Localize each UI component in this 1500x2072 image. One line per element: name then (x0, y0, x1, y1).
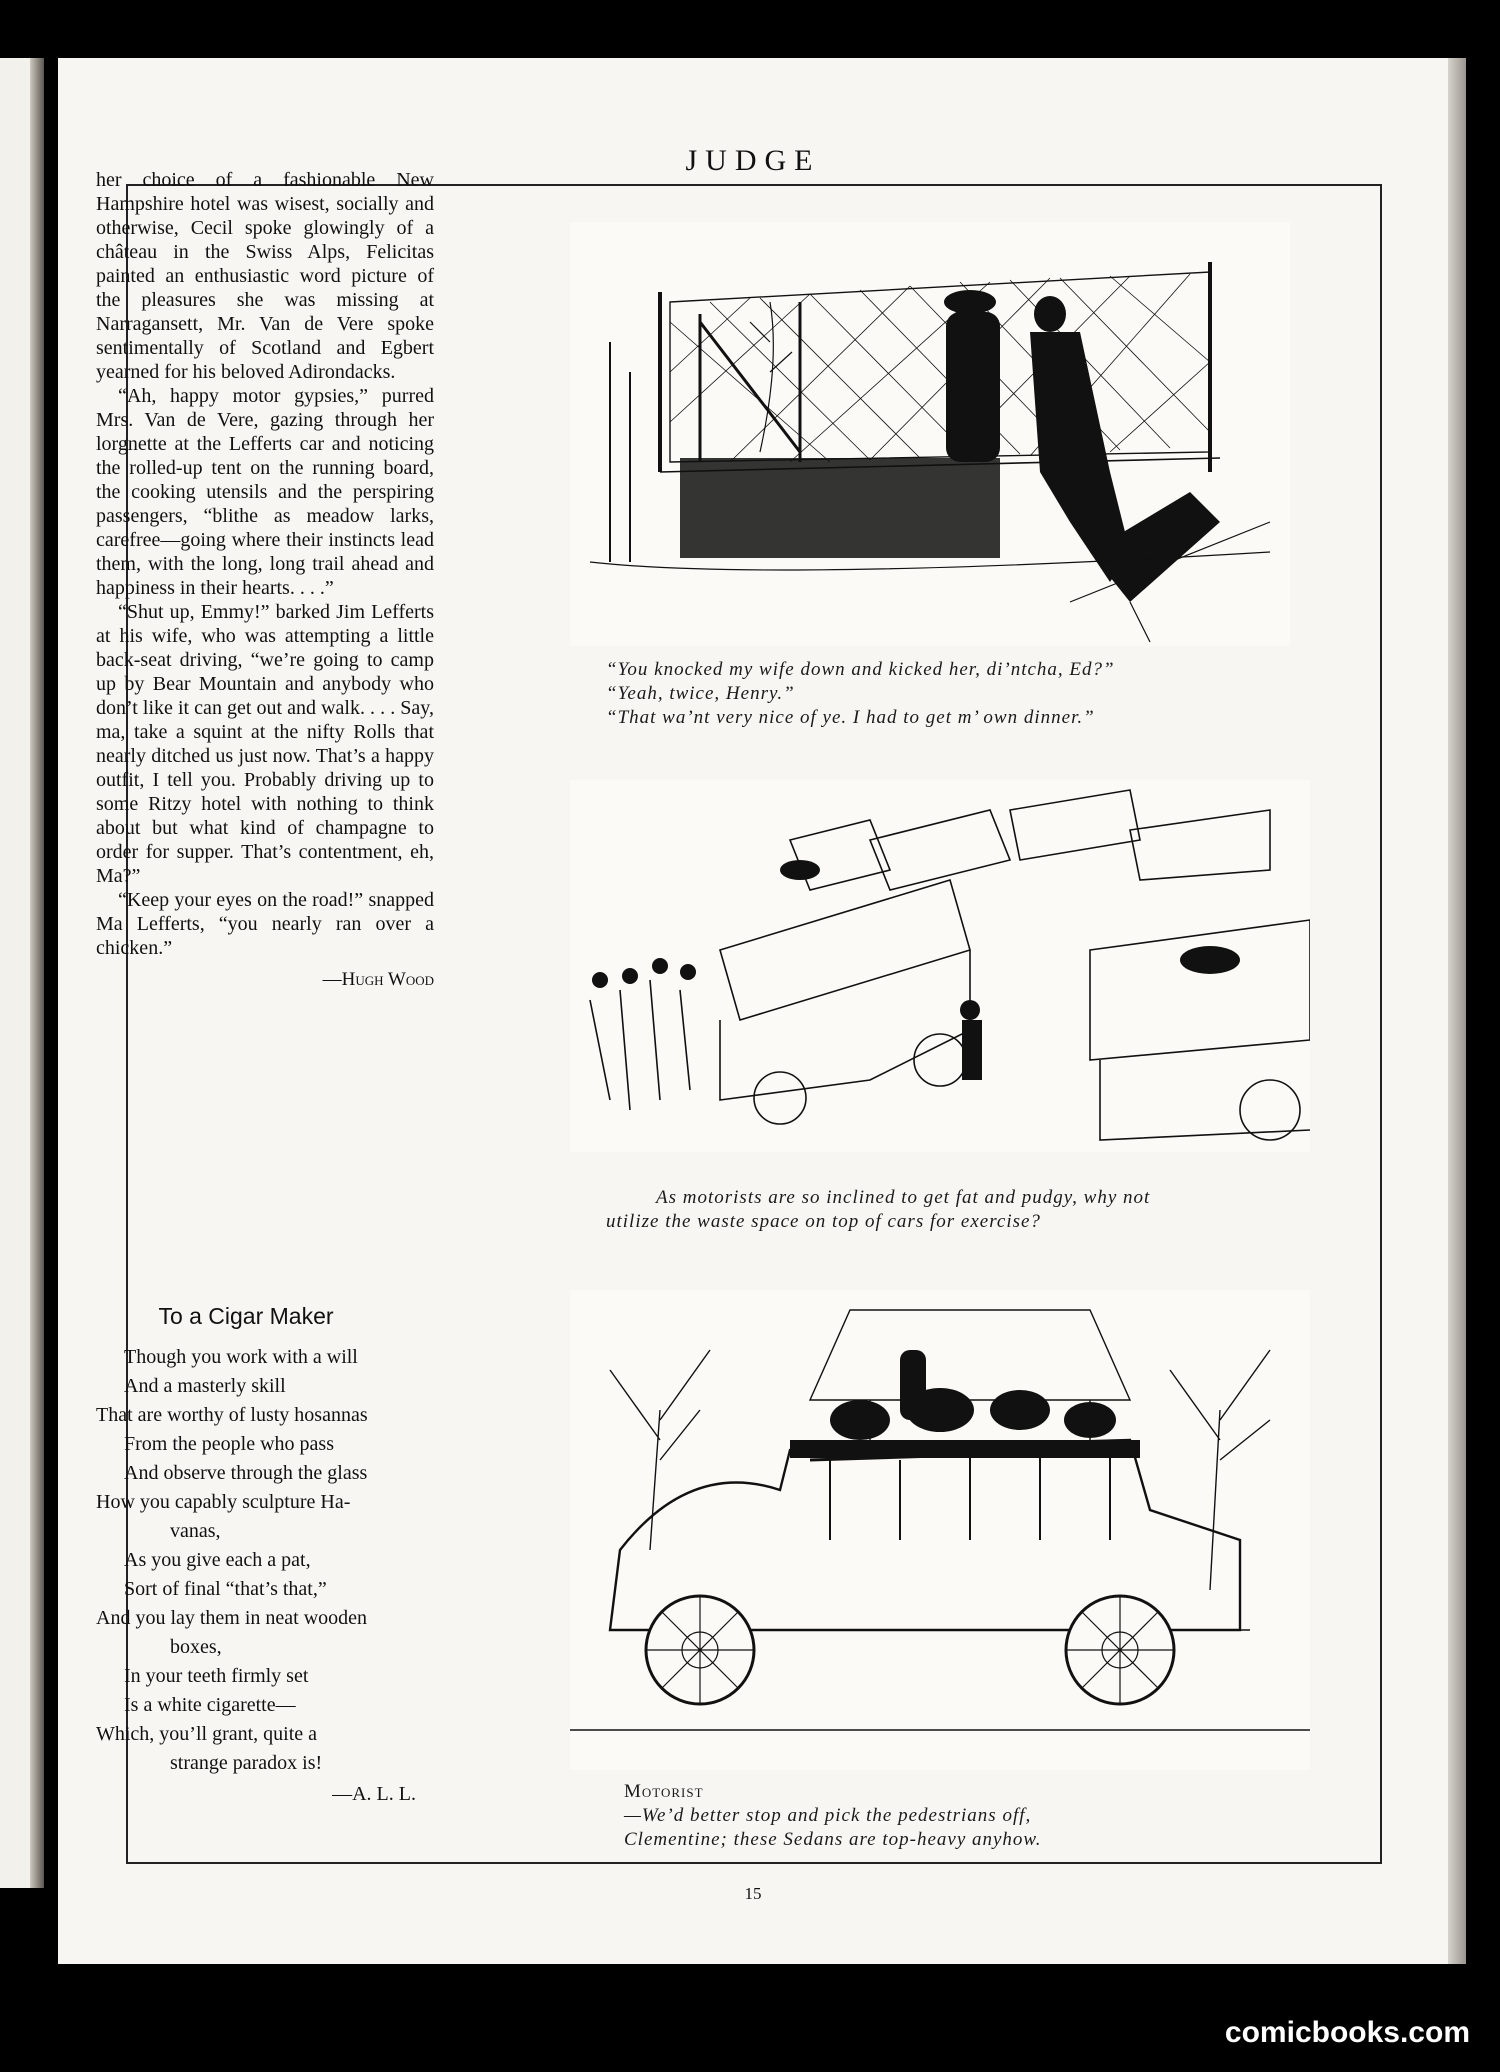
poem (96, 1302, 456, 1809)
page-number: 15 (744, 1884, 762, 1903)
story-paragraph: “Ah, happy motor gypsies,” purred Mrs. Van de Vere, gazing through her lorgnette at the Lefferts car and noticing the rolled-up tent on the running board, the cooking utensils and the perspiring passengers, “blithe as meadow larks, carefree—going where their instincts lead them, with the long, long trail ahead and happiness in their hearts. . . .” (96, 385, 434, 599)
page-gutter (30, 58, 44, 1888)
caption-speaker: Motorist (624, 1781, 704, 1802)
traffic-drawing (570, 780, 1310, 1152)
cartoon-traffic-illustration (570, 780, 1310, 1152)
poem-line: Though you work with a will (124, 1346, 358, 1368)
fence-drawing (570, 222, 1290, 646)
story-paragraph: her choice of a fashionable New Hampshire hotel was wisest, socially and otherwise, Cecil spoke glowingly of a château in the Swiss Alps, Felicitas painted an enthusiastic word picture of the pleasures she was missing at Narragansett, Mr. Van de Vere spoke sentimentally of Scotland and Egbert yearned for his beloved Adirondacks. (96, 169, 434, 383)
poem-line: And a masterly skill (124, 1375, 286, 1397)
poem-line: That are worthy of lusty hosannas (96, 1404, 368, 1426)
cartoon-sedan-illustration (570, 1290, 1310, 1770)
cartoon-3-caption (624, 1780, 1314, 1852)
caption-line: utilize the waste space on top of cars for exercise? (606, 1211, 1041, 1232)
poem-line: And you lay them in neat wooden (96, 1607, 368, 1629)
poem-line: How you capably sculpture Ha- (96, 1491, 351, 1513)
caption-line: Clementine; these Sedans are top-heavy anyhow. (624, 1829, 1042, 1850)
left-page-edge (0, 58, 44, 1888)
story-paragraph: “Shut up, Emmy!” barked Jim Lefferts at his wife, who was attempting a little back-seat driving, “we’re going to camp up by Bear Mountain and anybody who don’t like it can get out and walk. . . . Say, ma, take a squint at the nifty Rolls that nearly ditched us just now. That’s a happy outfit, I tell you. Probably driving up to some Ritzy hotel with nothing to think about but what kind of champagne to order for supper. That’s contentment, eh, Ma?” (96, 601, 434, 887)
story-column (96, 168, 434, 992)
poem-line: From the people who pass (124, 1433, 334, 1455)
poem-line: And observe through the glass (124, 1462, 368, 1484)
poem-line: In your teeth firmly set (124, 1665, 309, 1687)
cartoon-1-caption (606, 658, 1306, 730)
poem-line: Is a white cigarette— (124, 1694, 296, 1716)
cartoon-2-caption (606, 1186, 1306, 1234)
caption-line: As motorists are so inclined to get fat and pudgy, why not (656, 1187, 1151, 1208)
caption-line: “Yeah, twice, Henry.” (606, 683, 795, 704)
caption-line: “That wa’nt very nice of ye. I had to get m’ own dinner.” (606, 707, 1095, 728)
story-paragraph: “Keep your eyes on the road!” snapped Ma Lefferts, “you nearly ran over a chicken.” (96, 889, 434, 959)
site-watermark: comicbooks.com (1224, 2016, 1470, 2049)
page-edge-shadow (1448, 58, 1466, 1964)
cartoon-fence-illustration (570, 222, 1290, 646)
poem-line: vanas, (170, 1520, 221, 1542)
caption-line: —We’d better stop and pick the pedestrians off, (624, 1805, 1032, 1826)
poem-line: As you give each a pat, (124, 1549, 311, 1571)
story-byline: —Hugh Wood (322, 969, 434, 990)
caption-line: “You knocked my wife down and kicked her, di’ntcha, Ed?” (606, 659, 1115, 680)
poem-line: Which, you’ll grant, quite a (96, 1723, 318, 1745)
poem-line: strange paradox is! (170, 1752, 323, 1774)
poem-signature: —A. L. L. (332, 1783, 416, 1805)
running-head: JUDGE (685, 144, 821, 177)
poem-title: To a Cigar Maker (158, 1303, 334, 1329)
poem-line: boxes, (170, 1636, 222, 1658)
poem-line: Sort of final “that’s that,” (124, 1578, 327, 1600)
sedan-drawing (570, 1290, 1310, 1770)
